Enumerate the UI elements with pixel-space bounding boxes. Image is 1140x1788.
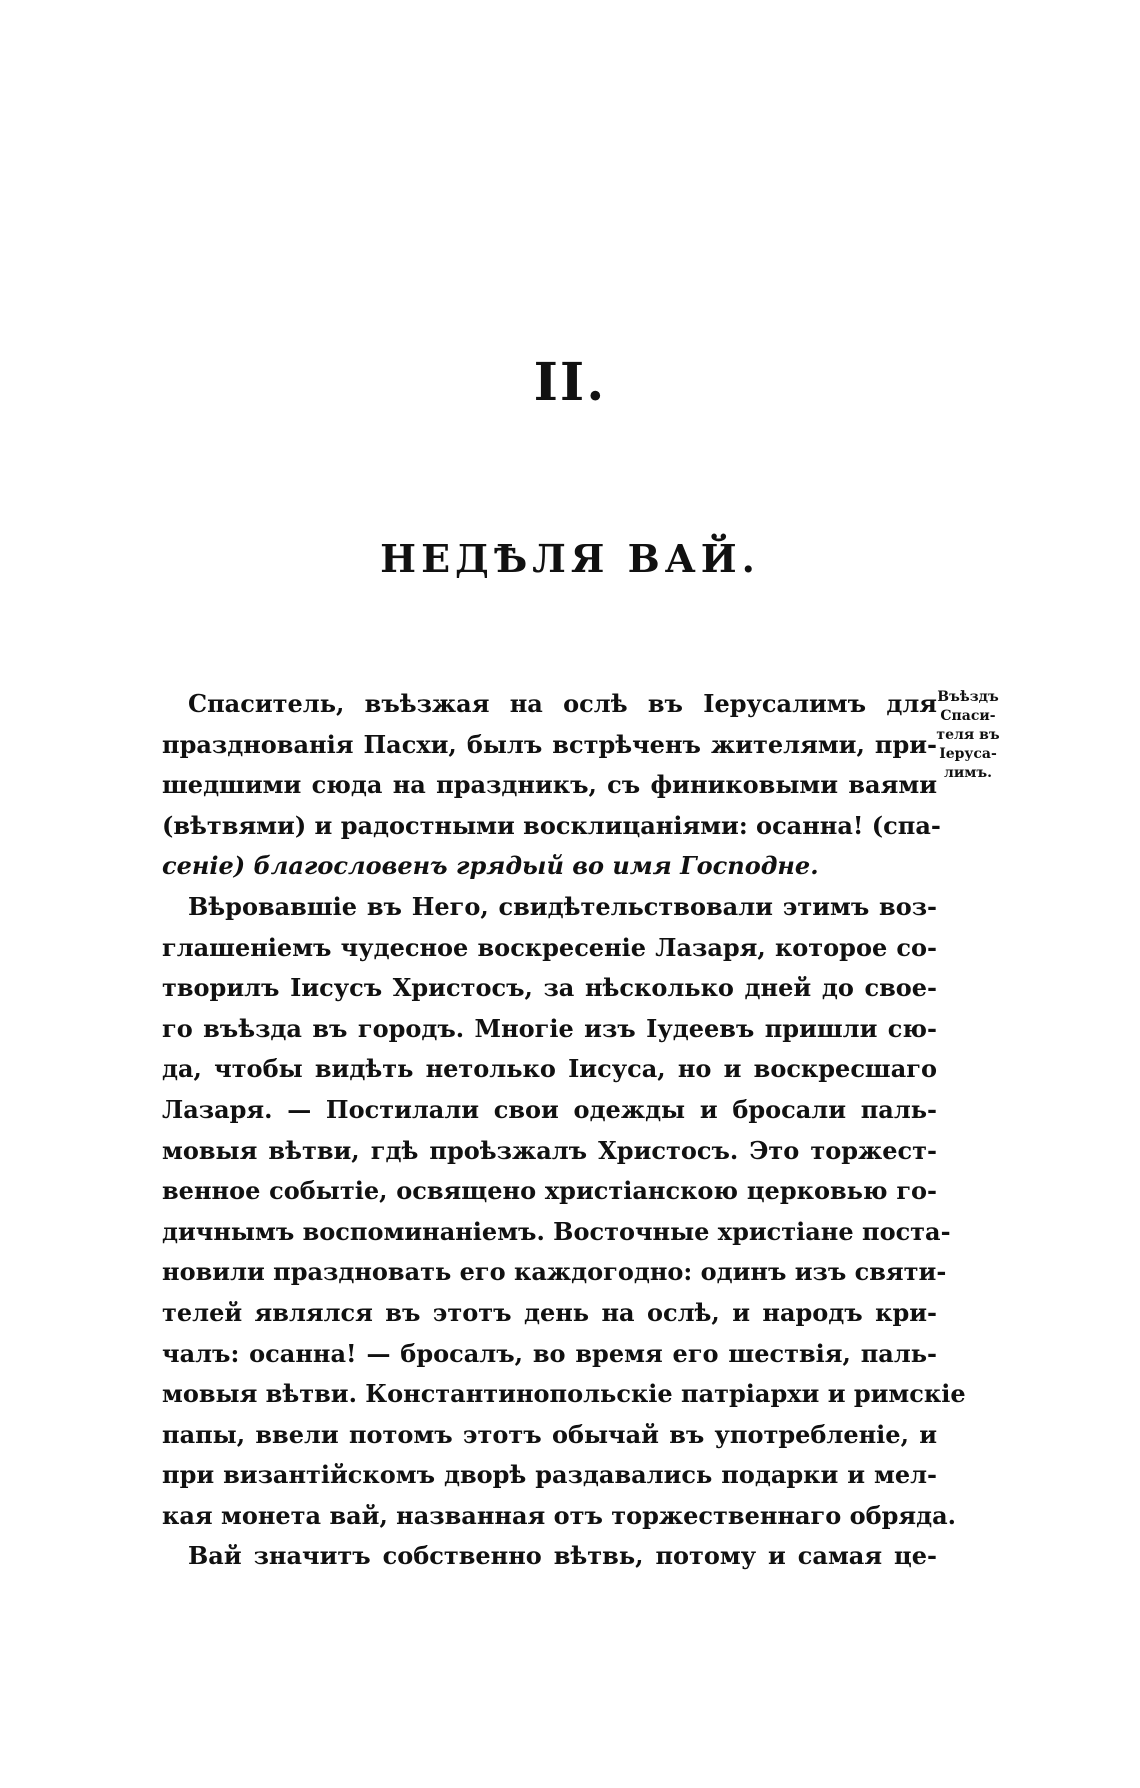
text-line: чалъ: осанна! — бросалъ, во время его шествія, паль- — [162, 1338, 937, 1368]
margin-note-line: теля въ — [936, 727, 1000, 743]
chapter-number: II. — [533, 352, 607, 413]
body-text — [162, 684, 966, 1577]
text-line: Вѣровавшіе въ Него, свидѣтельствовали этимъ воз- — [188, 891, 937, 921]
text-line: Лазаря. — Постилали свои одежды и бросали паль- — [162, 1094, 937, 1124]
text-line: шедшими сюда на праздникъ, съ финиковыми ваями — [162, 770, 937, 800]
margin-note-line: лимъ. — [943, 765, 993, 781]
chapter-title: НЕДѢЛЯ ВАЙ. — [380, 536, 760, 581]
text-line: новили праздновать его каждогодно: одинъ изъ святи- — [162, 1257, 947, 1287]
text-line: при византійскомъ дворѣ раздавались подарки и мел- — [162, 1460, 937, 1490]
text-line: мовыя вѣтви, гдѣ проѣзжалъ Христосъ. Это торжест- — [162, 1135, 937, 1165]
text-line: сеніе) благословенъ грядый во имя Господне. — [162, 851, 819, 881]
text-line: папы, ввели потомъ этотъ обычай въ употребленіе, и — [162, 1419, 937, 1449]
text-line: Вай значитъ собственно вѣтвь, потому и самая це- — [188, 1541, 937, 1571]
text-line: телей являлся въ этотъ день на ослѣ, и народъ кри- — [162, 1297, 937, 1327]
text-line: (вѣтвями) и радостными восклицаніями: осанна! (спа- — [162, 810, 941, 840]
text-line: глашеніемъ чудесное воскресеніе Лазаря, которое со- — [162, 932, 937, 962]
text-line: Спаситель, въѣзжая на ослѣ въ Іерусалимъ для — [188, 689, 937, 718]
text-line: го въѣзда въ городъ. Многіе изъ Іудеевъ пришли сю- — [162, 1013, 937, 1043]
text-line: дичнымъ воспоминаніемъ. Восточные христіане поста- — [162, 1216, 951, 1246]
text-line: творилъ Іисусъ Христосъ, за нѣсколько дней до свое- — [162, 973, 937, 1003]
margin-note-line: Іеруса- — [939, 746, 997, 762]
text-line: празднованія Пасхи, былъ встрѣченъ жителями, при- — [162, 729, 937, 759]
margin-note — [932, 688, 1004, 783]
text-line: да, чтобы видѣть нетолько Іисуса, но и воскресшаго — [162, 1054, 937, 1084]
text-line: мовыя вѣтви. Константинопольскіе патріархи и римскіе — [162, 1379, 966, 1409]
text-line: венное событіе, освящено христіанскою церковью го- — [162, 1176, 937, 1206]
margin-note-line: Спаси- — [940, 708, 996, 724]
margin-note-line: Въѣздъ — [937, 689, 999, 705]
text-line: кая монета вай, названная отъ торжественнаго обряда. — [162, 1500, 957, 1530]
